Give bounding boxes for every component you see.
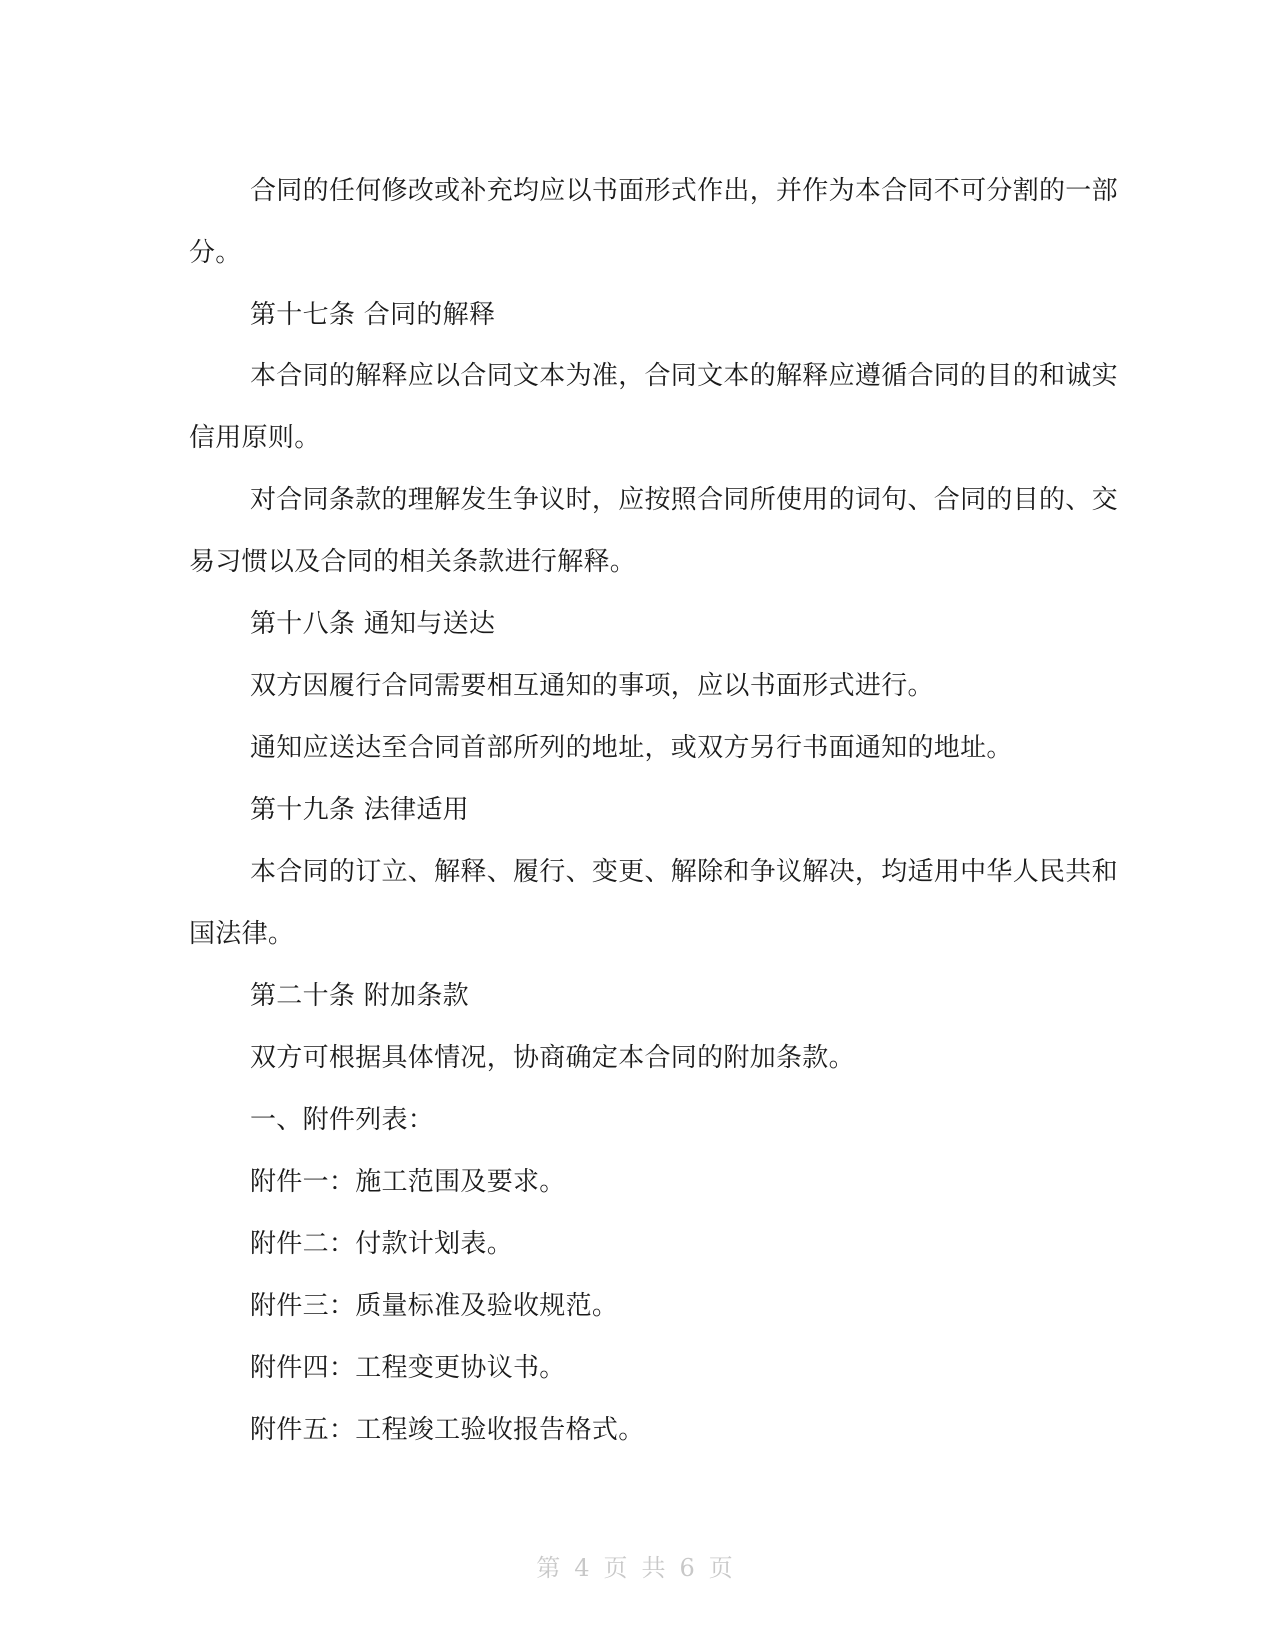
attachment-item: 附件一：施工范围及要求。 xyxy=(250,1167,566,1197)
current-page-number: 4 xyxy=(574,1554,596,1582)
article-heading-19: 第十九条 法律适用 xyxy=(250,795,469,825)
paragraph-line: 本合同的订立、解释、履行、变更、解除和争议解决，均适用中华人民共和 xyxy=(250,857,1118,887)
total-page-count: 6 xyxy=(679,1554,701,1582)
paragraph-line: 通知应送达至合同首部所列的地址，或双方另行书面通知的地址。 xyxy=(250,733,1013,763)
paragraph-line: 双方可根据具体情况，协商确定本合同的附加条款。 xyxy=(250,1043,855,1073)
footer-suffix: 页 xyxy=(708,1554,739,1582)
footer-total-label: 共 xyxy=(641,1554,672,1582)
article-heading-20: 第二十条 附加条款 xyxy=(250,981,469,1011)
paragraph-line: 分。 xyxy=(189,238,242,268)
article-heading-17: 第十七条 合同的解释 xyxy=(250,300,496,330)
attachment-item: 附件二：付款计划表。 xyxy=(250,1229,514,1259)
attachment-item: 附件三：质量标准及验收规范。 xyxy=(250,1291,619,1321)
page-footer xyxy=(0,1548,1275,1583)
paragraph-line: 易习惯以及合同的相关条款进行解释。 xyxy=(189,547,637,577)
attachment-item: 附件五：工程竣工验收报告格式。 xyxy=(250,1415,645,1445)
paragraph-line: 本合同的解释应以合同文本为准，合同文本的解释应遵循合同的目的和诚实 xyxy=(250,361,1118,391)
paragraph-line: 合同的任何修改或补充均应以书面形式作出，并作为本合同不可分割的一部 xyxy=(250,176,1118,206)
footer-page-unit: 页 xyxy=(603,1554,634,1582)
footer-prefix: 第 xyxy=(536,1554,567,1582)
paragraph-line: 国法律。 xyxy=(189,919,295,949)
attachment-item: 附件四：工程变更协议书。 xyxy=(250,1353,566,1383)
attachment-list-heading: 一、附件列表： xyxy=(250,1105,435,1135)
article-heading-18: 第十八条 通知与送达 xyxy=(250,609,496,639)
paragraph-line: 双方因履行合同需要相互通知的事项，应以书面形式进行。 xyxy=(250,671,934,701)
paragraph-line: 对合同条款的理解发生争议时，应按照合同所使用的词句、合同的目的、交 xyxy=(250,485,1118,515)
paragraph-line: 信用原则。 xyxy=(189,423,321,453)
